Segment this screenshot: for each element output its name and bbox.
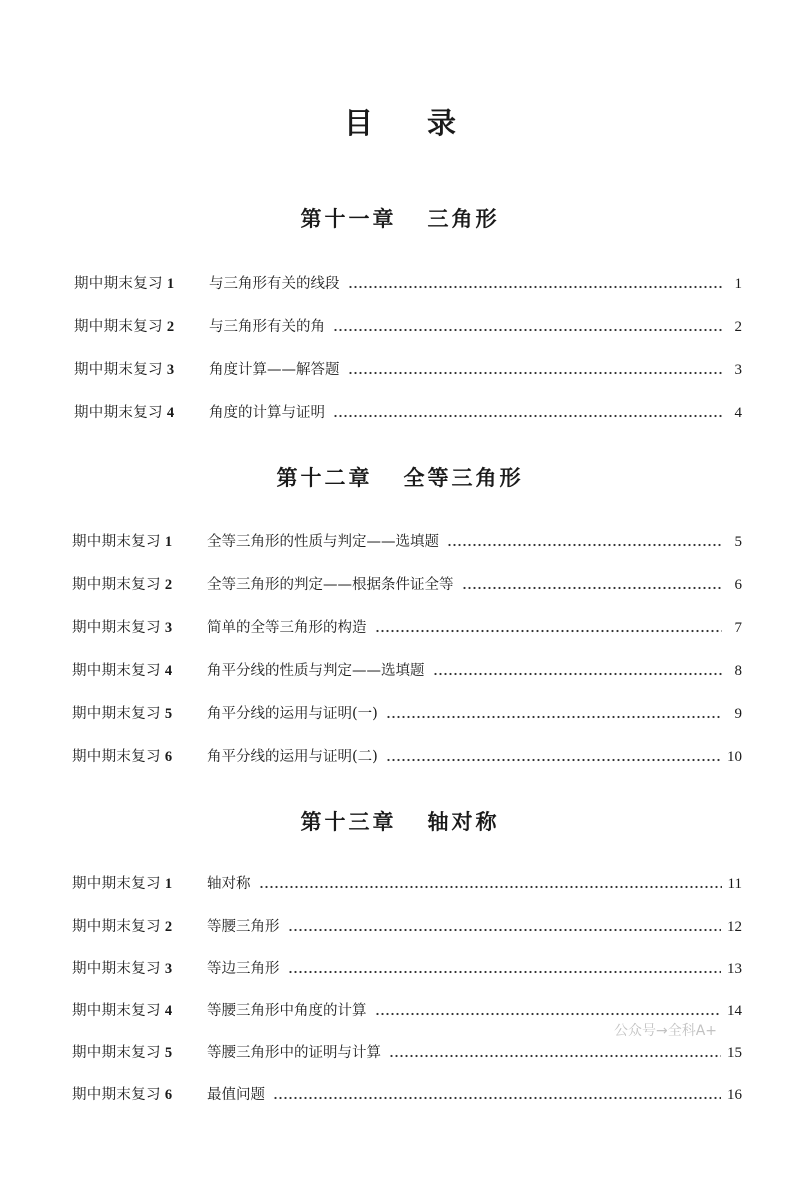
dot-leader [389,1042,721,1064]
entry-topic: 等边三角形 [207,961,280,977]
entry-number: 2 [164,919,173,935]
entry-page-number: 13 [727,961,742,977]
entry-label [72,958,207,980]
toc-entry [74,402,742,424]
entry-topic: 全等三角形的性质与判定——选填题 [207,534,439,550]
toc-entry [72,1000,742,1022]
entry-page-number: 7 [734,620,742,636]
entry-number: 2 [166,319,175,335]
entry-label-text: 期中期末复习 [72,1087,161,1103]
dot-leader [333,316,722,338]
entry-label [72,574,207,596]
dot-leader [288,916,722,938]
entry-label [72,1000,207,1022]
entry-label [72,746,207,768]
toc-entry [72,617,742,639]
entry-topic: 等腰三角形中的证明与计算 [207,1045,381,1061]
entry-page-number: 4 [734,405,742,421]
entry-page-number: 2 [734,319,742,335]
entry-number: 1 [164,534,173,550]
entry-label-text: 期中期末复习 [74,405,163,421]
entry-label-text: 期中期末复习 [74,319,163,335]
entry-topic: 与三角形有关的角 [209,319,325,335]
entry-topic: 最值问题 [207,1087,265,1103]
entry-label-text: 期中期末复习 [72,919,161,935]
entry-page-number: 8 [734,663,742,679]
toc-entry [74,273,742,295]
entry-label [74,273,209,295]
toc-entry [74,316,742,338]
watermark: 公众号→全科A+ [614,1023,718,1039]
entry-label [72,1042,207,1064]
entry-page-number: 6 [734,577,742,593]
dot-leader [447,531,722,553]
entry-label-text: 期中期末复习 [72,620,161,636]
entry-page-number: 9 [734,706,742,722]
entry-label-text: 期中期末复习 [74,276,163,292]
dot-leader [375,1000,722,1022]
entry-number: 4 [164,1003,173,1019]
entry-label-text: 期中期末复习 [72,706,161,722]
entry-label [74,359,209,381]
entry-label [72,617,207,639]
toc-entry [72,660,742,682]
entry-page-number: 5 [734,534,742,550]
entry-topic: 角度计算——解答题 [209,362,340,378]
entry-topic: 角平分线的性质与判定——选填题 [207,663,425,679]
toc-entry [72,1084,742,1106]
entry-label-text: 期中期末复习 [72,749,161,765]
entry-page-number: 12 [727,919,742,935]
toc-entry [72,574,742,596]
entry-number: 3 [164,961,173,977]
toc-entry [72,873,742,895]
entry-page-number: 1 [734,276,742,292]
entry-number: 3 [166,362,175,378]
entry-label [74,316,209,338]
toc-entry [72,1042,742,1064]
dot-leader [386,703,722,725]
entry-label-text: 期中期末复习 [72,961,161,977]
entry-topic: 等腰三角形 [207,919,280,935]
entry-number: 5 [164,1045,173,1061]
entry-number: 2 [164,577,173,593]
entry-page-number: 14 [727,1003,742,1019]
entry-number: 3 [164,620,173,636]
entry-page-number: 10 [727,749,742,765]
chapter-heading: 第十一章 三角形 [300,206,500,231]
entry-number: 1 [164,876,173,892]
entry-topic: 与三角形有关的线段 [209,276,340,292]
toc-entry [72,531,742,553]
entry-label-text: 期中期末复习 [72,1045,161,1061]
entry-topic: 角平分线的运用与证明(一) [207,706,378,722]
toc-entry [72,958,742,980]
entry-topic: 轴对称 [207,876,251,892]
entry-label-text: 期中期末复习 [72,534,161,550]
entry-number: 6 [164,1087,173,1103]
entry-number: 5 [164,706,173,722]
entry-page-number: 15 [727,1045,742,1061]
dot-leader [348,273,723,295]
toc-entry [72,703,742,725]
entry-label [72,703,207,725]
entry-label [72,916,207,938]
entry-label [72,873,207,895]
entry-label [72,1084,207,1106]
dot-leader [348,359,723,381]
entry-topic: 全等三角形的判定——根据条件证全等 [207,577,454,593]
toc-entry [74,359,742,381]
dot-leader [273,1084,721,1106]
entry-topic: 角平分线的运用与证明(二) [207,749,378,765]
dot-leader [386,746,721,768]
dot-leader [433,660,723,682]
entry-label [72,531,207,553]
entry-topic: 等腰三角形中角度的计算 [207,1003,367,1019]
chapter-heading: 第十三章 轴对称 [300,809,500,834]
dot-leader [375,617,723,639]
entry-topic: 角度的计算与证明 [209,405,325,421]
toc-entry [72,916,742,938]
toc-entry [72,746,742,768]
page-title: 目 录 [343,106,479,140]
entry-label [74,402,209,424]
dot-leader [333,402,722,424]
entry-number: 4 [166,405,175,421]
entry-label-text: 期中期末复习 [72,1003,161,1019]
entry-label-text: 期中期末复习 [72,577,161,593]
dot-leader [288,958,722,980]
dot-leader [259,873,722,895]
chapter-heading: 第十二章 全等三角形 [276,465,524,490]
entry-number: 1 [166,276,175,292]
entry-label-text: 期中期末复习 [72,876,161,892]
entry-label [72,660,207,682]
entry-number: 6 [164,749,173,765]
entry-page-number: 11 [727,876,742,892]
entry-topic: 简单的全等三角形的构造 [207,620,367,636]
entry-label-text: 期中期末复习 [74,362,163,378]
entry-label-text: 期中期末复习 [72,663,161,679]
dot-leader [462,574,723,596]
entry-number: 4 [164,663,173,679]
entry-page-number: 16 [727,1087,742,1103]
entry-page-number: 3 [734,362,742,378]
